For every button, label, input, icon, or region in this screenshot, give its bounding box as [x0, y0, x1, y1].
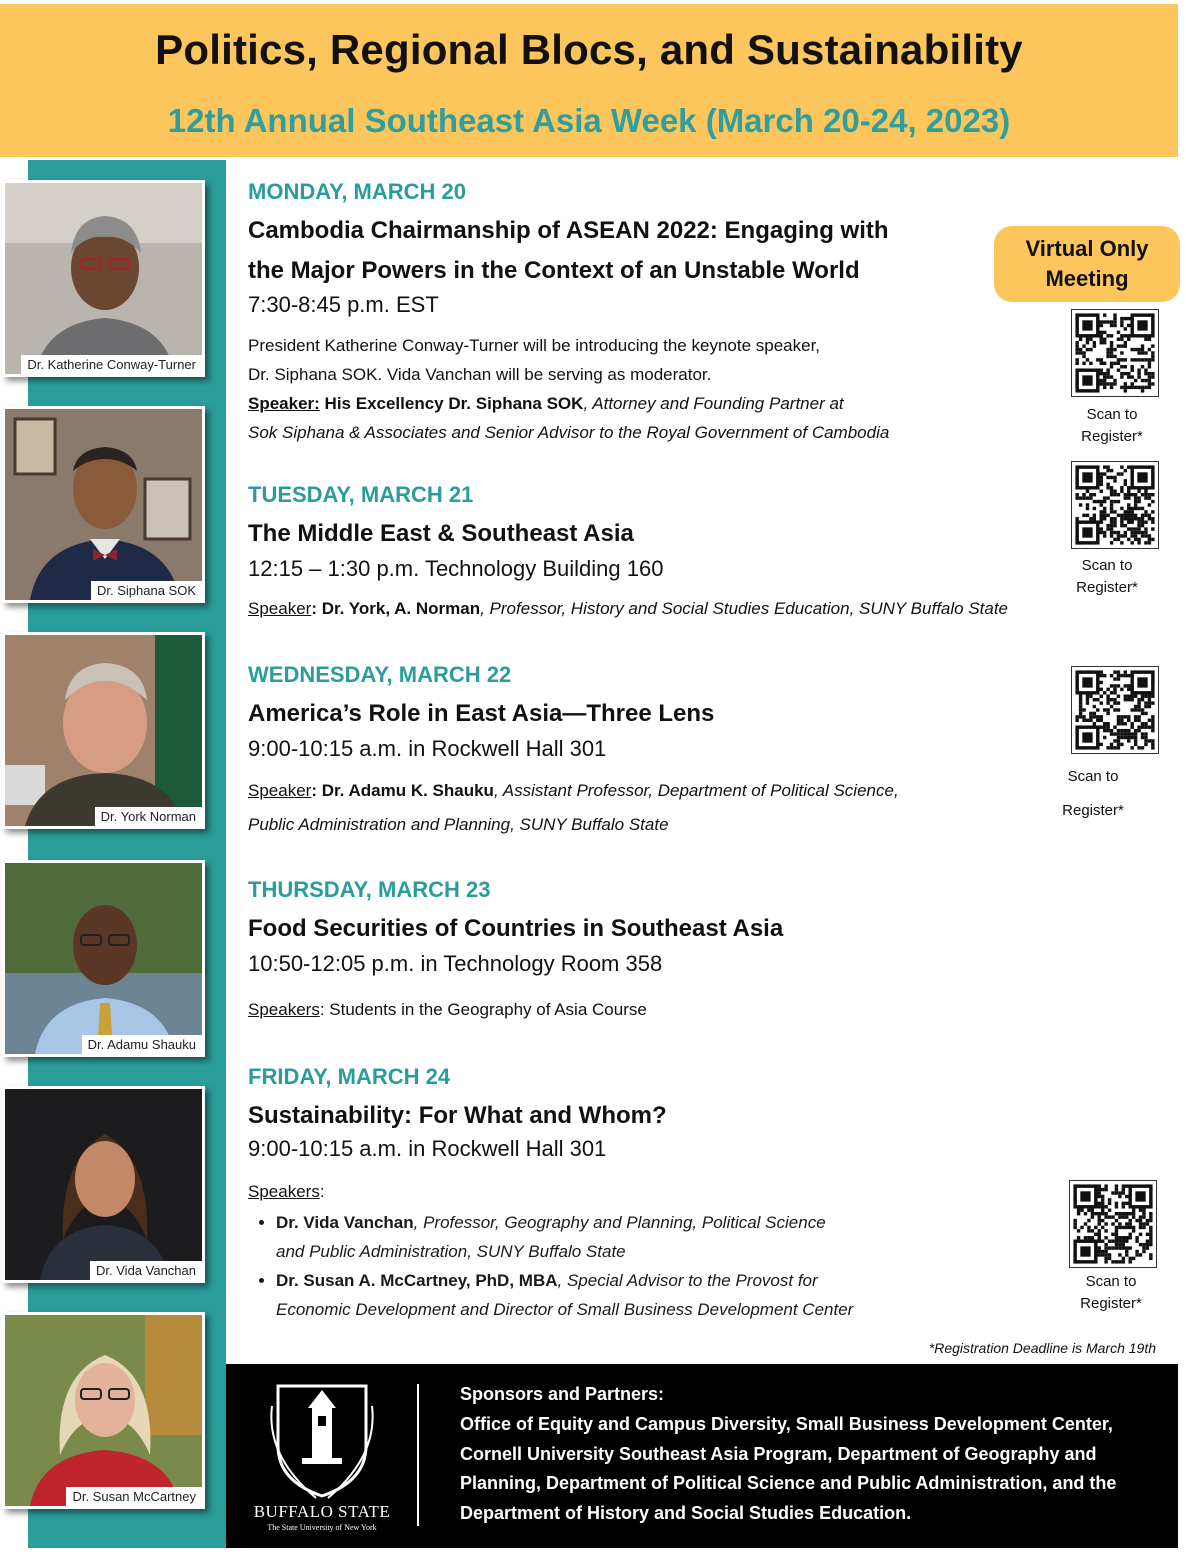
portrait-image	[5, 1315, 202, 1506]
speakers-label-line	[248, 1177, 325, 1206]
event-title-line: Cambodia Chairmanship of ASEAN 2022: Engaging with	[248, 217, 889, 244]
speaker-photo	[2, 860, 205, 1057]
speaker-colon: :	[319, 1182, 325, 1201]
speaker-name: Dr. Vida Vanchan	[276, 1213, 414, 1232]
event-time: 12:15 – 1:30 p.m. Technology Building 160	[248, 556, 664, 581]
logo-wordmark: BUFFALO STATE	[253, 1502, 391, 1521]
qr-code[interactable]	[1071, 309, 1159, 397]
portrait-image	[5, 1089, 202, 1280]
photo-caption: Dr. Adamu Shauku	[82, 1035, 202, 1054]
speaker-photo	[2, 1312, 205, 1509]
day-heading: THURSDAY, MARCH 23	[248, 877, 491, 902]
photo-caption: Dr. York Norman	[95, 807, 202, 826]
speaker-line	[248, 774, 899, 808]
speaker-line	[276, 1266, 996, 1295]
speaker-label: Speaker:	[248, 394, 320, 413]
scan-to-register	[1067, 404, 1157, 448]
event-title	[248, 211, 889, 291]
qr-code-icon	[1070, 1181, 1156, 1267]
sponsors-footer	[226, 1364, 1178, 1548]
speaker-label: Speakers	[248, 1000, 320, 1019]
speaker-photo	[2, 632, 205, 829]
portrait-image	[5, 635, 202, 826]
scan-label: Scan to	[1086, 406, 1138, 423]
event-title: America’s Role in East Asia—Three Lens	[248, 700, 715, 727]
event-time: 9:00-10:15 a.m. in Rockwell Hall 301	[248, 1136, 607, 1161]
scan-label: Register*	[1062, 802, 1124, 819]
portrait-image	[5, 863, 202, 1054]
portrait-image	[5, 409, 202, 600]
speaker-label: Speakers	[248, 1182, 320, 1201]
speaker-line	[248, 594, 1008, 623]
scan-label: Register*	[1080, 1295, 1142, 1312]
footer-divider	[417, 1384, 419, 1526]
scan-label: Scan to	[1085, 1273, 1137, 1290]
speaker-text: : Students in the Geography of Asia Course	[319, 1000, 647, 1019]
scan-to-register	[1062, 555, 1152, 599]
speaker-role: Public Administration and Planning, SUNY Buffalo State	[248, 815, 669, 834]
buffalo-state-seal-icon	[266, 1376, 378, 1500]
speaker-name: His Excellency Dr. Siphana SOK	[319, 394, 584, 413]
speaker-role: , Assistant Professor, Department of Political Science,	[493, 781, 899, 800]
scan-label: Scan to	[1081, 557, 1133, 574]
qr-code-icon	[1072, 462, 1158, 548]
speaker-name: : Dr. York, A. Norman	[311, 599, 481, 618]
speaker-label: Speaker	[248, 781, 312, 800]
registration-deadline: *Registration Deadline is March 19th	[928, 1340, 1156, 1356]
speaker-line	[248, 389, 889, 418]
scan-label: Register*	[1081, 428, 1143, 445]
description-line: Dr. Siphana SOK. Vida Vanchan will be serving as moderator.	[248, 365, 712, 384]
qr-code-icon	[1072, 667, 1158, 753]
event-title-line: the Major Powers in the Context of an Unstable World	[248, 257, 860, 284]
virtual-only-badge	[994, 226, 1180, 302]
photo-caption: Dr. Vida Vanchan	[90, 1261, 202, 1280]
day-heading: MONDAY, MARCH 20	[248, 179, 467, 204]
header-banner	[0, 4, 1178, 157]
speaker-photo	[2, 180, 205, 377]
event-description	[248, 331, 889, 447]
scan-label: Register*	[1076, 579, 1138, 596]
speaker-photo	[2, 1086, 205, 1283]
event-title: Food Securities of Countries in Southeast Asia	[248, 915, 784, 942]
speaker-line	[276, 1208, 996, 1237]
photo-caption: Dr. Siphana SOK	[91, 581, 202, 600]
photo-caption: Dr. Susan McCartney	[66, 1487, 202, 1506]
scan-to-register	[1066, 1271, 1156, 1315]
speaker-role: Economic Development and Director of Small Business Development Center	[276, 1300, 854, 1319]
speaker-photo	[2, 406, 205, 603]
speaker-role: , Special Advisor to the Provost for	[557, 1271, 818, 1290]
scan-to-register	[1048, 760, 1138, 828]
logo-subtitle: The State University of New York	[267, 1523, 377, 1532]
speaker-role: , Professor, Geography and Planning, Political Science	[413, 1213, 826, 1232]
speaker-label: Speaker	[248, 599, 312, 618]
day-heading: WEDNESDAY, MARCH 22	[248, 662, 512, 687]
sponsors-heading: Sponsors and Partners:	[460, 1384, 665, 1404]
photo-caption: Dr. Katherine Conway-Turner	[21, 355, 202, 374]
speaker-role: Sok Siphana & Associates and Senior Advisor to the Royal Government of Cambodia	[248, 423, 890, 442]
list-item	[276, 1266, 996, 1324]
speaker-name: : Dr. Adamu K. Shauku	[311, 781, 494, 800]
qr-code[interactable]	[1071, 666, 1159, 754]
page-subtitle: 12th Annual Southeast Asia Week (March 20-24, 2023)	[167, 102, 1011, 139]
speaker-name: Dr. Susan A. McCartney, PhD, MBA	[276, 1271, 558, 1290]
badge-line: Meeting	[1045, 266, 1129, 291]
description-line: President Katherine Conway-Turner will be introducing the keynote speaker,	[248, 336, 821, 355]
speaker-block	[248, 774, 899, 842]
speaker-role: , Professor, History and Social Studies Education, SUNY Buffalo State	[480, 599, 1009, 618]
page-title: Politics, Regional Blocs, and Sustainability	[155, 26, 1023, 73]
speaker-role: , Attorney and Founding Partner at	[583, 394, 844, 413]
event-title: Sustainability: For What and Whom?	[248, 1102, 667, 1129]
event-time: 7:30-8:45 p.m. EST	[248, 292, 439, 317]
event-title: The Middle East & Southeast Asia	[248, 520, 634, 547]
speaker-list	[262, 1208, 996, 1324]
qr-code[interactable]	[1071, 461, 1159, 549]
list-item	[276, 1208, 996, 1266]
sponsors-text: Office of Equity and Campus Diversity, Small Business Development Center, Cornell University Southeast Asia Program, Department of Geography and Planning, Department of Political Science and Public Administration, and the Department of History and Social Studies Education.	[460, 1414, 1117, 1523]
day-heading: FRIDAY, MARCH 24	[248, 1064, 451, 1089]
event-time: 9:00-10:15 a.m. in Rockwell Hall 301	[248, 736, 607, 761]
scan-label: Scan to	[1067, 768, 1119, 785]
speaker-role: and Public Administration, SUNY Buffalo State	[276, 1242, 626, 1261]
speaker-line	[248, 995, 647, 1024]
event-time: 10:50-12:05 p.m. in Technology Room 358	[248, 951, 663, 976]
qr-code[interactable]	[1069, 1180, 1157, 1268]
qr-code-icon	[1072, 310, 1158, 396]
badge-line: Virtual Only	[1025, 236, 1149, 261]
day-heading: TUESDAY, MARCH 21	[248, 482, 474, 507]
portrait-image	[5, 183, 202, 374]
